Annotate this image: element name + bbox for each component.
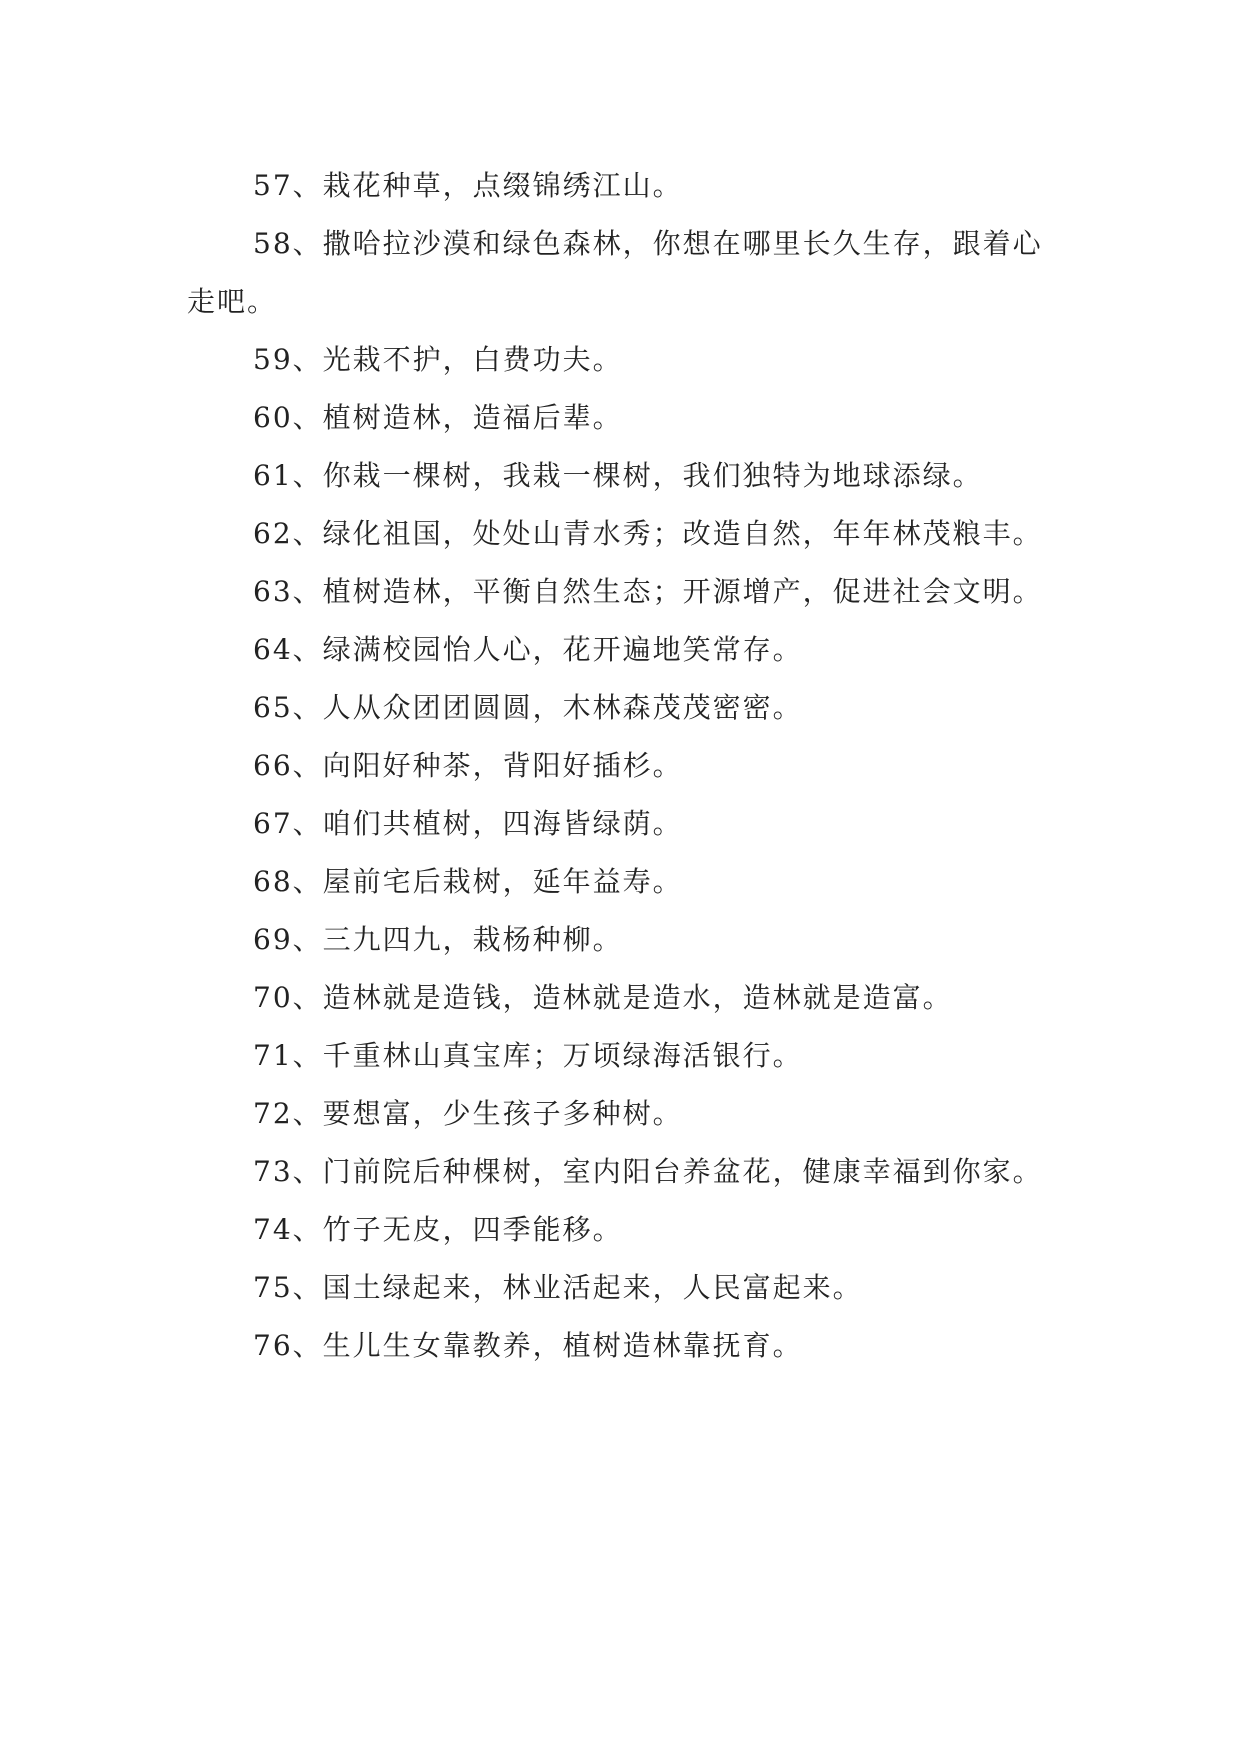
paragraph-68: 68、屋前宅后栽树，延年益寿。 <box>253 865 683 898</box>
paragraph-66: 66、向阳好种茶，背阳好插杉。 <box>253 749 683 782</box>
paragraph-61: 61、你栽一棵树，我栽一棵树，我们独特为地球添绿。 <box>253 459 983 492</box>
paragraph-59: 59、光栽不护，白费功夫。 <box>253 343 623 376</box>
paragraph-71: 71、千重林山真宝库；万顷绿海活银行。 <box>253 1039 803 1072</box>
paragraph-74: 74、竹子无皮，四季能移。 <box>253 1213 623 1246</box>
paragraph-72: 72、要想富，少生孩子多种树。 <box>253 1097 683 1130</box>
paragraph-58: 58、撒哈拉沙漠和绿色森林，你想在哪里长久生存，跟着心走吧。 <box>187 227 1043 318</box>
paragraph-62: 62、绿化祖国，处处山青水秀；改造自然，年年林茂粮丰。 <box>253 517 1043 550</box>
paragraph-64: 64、绿满校园怡人心，花开遍地笑常存。 <box>253 633 803 666</box>
paragraph-76: 76、生儿生女靠教养，植树造林靠抚育。 <box>253 1329 803 1362</box>
paragraph-69: 69、三九四九，栽杨种柳。 <box>253 923 623 956</box>
paragraph-73: 73、门前院后种棵树，室内阳台养盆花，健康幸福到你家。 <box>253 1155 1043 1188</box>
paragraph-63: 63、植树造林，平衡自然生态；开源增产，促进社会文明。 <box>253 575 1043 608</box>
paragraph-65: 65、人从众团团圆圆，木林森茂茂密密。 <box>253 691 803 724</box>
paragraph-70: 70、造林就是造钱，造林就是造水，造林就是造富。 <box>253 981 953 1014</box>
paragraph-75: 75、国土绿起来，林业活起来，人民富起来。 <box>253 1271 863 1304</box>
paragraph-60: 60、植树造林，造福后辈。 <box>253 401 623 434</box>
paragraph-67: 67、咱们共植树，四海皆绿荫。 <box>253 807 683 840</box>
document-body <box>187 157 1067 1375</box>
paragraph-57: 57、栽花种草，点缀锦绣江山。 <box>253 169 683 202</box>
